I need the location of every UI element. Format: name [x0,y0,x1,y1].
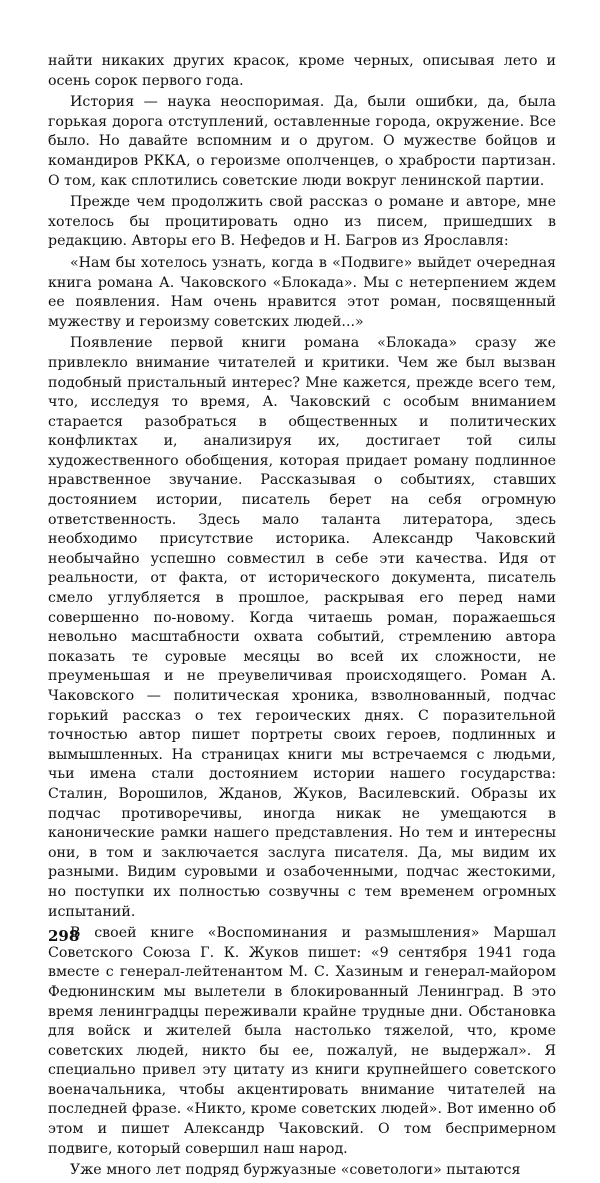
paragraph-history: История — наука неоспоримая. Да, были ошибки, да, была горькая дорога отступлений, оставленные города, окружение. Все было. Но давайте вспомним и о другом. О мужестве бойцов и командиров РККА, о героизме ополченцев, о храбрости партизан. О том, как сплотились советские люди вокруг ленинской партии. [48,94,556,189]
page-text [48,52,556,1183]
paragraph-sovietologists: Уже много лет подряд буржуазные «советологи» пытаются [70,1162,521,1179]
paragraph-zhukov-quote: В своей книге «Воспоминания и размышления» Маршал Советского Союза Г. К. Жуков пишет: «9 сентября 1941 года вместе с генерал-лейтенантом М. С. Хазиным и генерал-майором Федюнинским мы вылетели в блокированный Ленинград. В это время ленинградцы переживали крайне трудные дни. Обстановка для войск и жителей была настолько тяжелой, что, кроме советских людей, никто бы ее, пожалуй, не выдержал». Я специально привел эту цитату из книги крупнейшего советского военачальника, чтобы акцентировать внимание читателей на последней фразе. «Никто, кроме советских людей». Вот именно об этом и пишет Александр Чаковский. О том беспримерном подвиге, который совершил наш народ. [48,925,556,1157]
paragraph-continuation: найти никаких других красок, кроме черных, описывая лето и осень сорок первого года. [48,53,556,89]
paragraph-letter-intro: Прежде чем продолжить свой рассказ о романе и авторе, мне хотелось бы процитировать одно из писем, пришедших в редакцию. Авторы его В. Нефедов и Н. Багров из Ярославля: [48,194,556,250]
paragraph-letter-quote: «Нам бы хотелось узнать, когда в «Подвиге» выйдет очередная книга романа А. Чаковского «Блокада». Мы с нетерпением ждем ее появления. Нам очень нравится этот роман, посвященный мужеству и героизму советских людей...» [48,254,556,330]
paragraph-novel-analysis: Появление первой книги романа «Блокада» сразу же привлекло внимание читателей и критики. Чем же был вызван подобный пристальный интерес? Мне кажется, прежде всего тем, что, исследуя то время, А. Чаковский с особым вниманием старается разобраться в общественных и политических конфликтах и, анализируя их, достигает той силы художественного обобщения, которая придает роману подлинное нравственное звучание. Рассказывая о событиях, ставших достоянием истории, писатель берет на себя огромную ответственность. Здесь мало таланта литератора, здесь необходимо присутствие историка. Александр Чаковский необычайно успешно совместил в себе эти качества. Идя от реальности, от факта, от исторического документа, писатель смело углубляется в прошлое, раскрывая его перед нами совершенно по-новому. Когда читаешь роман, поражаешься невольно масштабности охвата событий, стремлению автора показать те суровые месяцы во всей их сложности, не преуменьшая и не преувеличивая происходящего. Роман А. Чаковского — политическая хроника, взволнованный, подчас горький рассказ о тех героических днях. С поразительной точностью автор пишет портреты своих героев, подлинных и вымышленных. На страницах книги мы встречаемся с людьми, чьи имена стали достоянием истории нашего государства: Сталин, Ворошилов, Жданов, Жуков, Василевский. Образы их подчас противоречивы, иногда никак не умещаются в канонические рамки нашего представления. Но тем и интересны они, в том и заключается заслуга писателя. Да, мы видим их разными. Видим суровыми и озабоченными, подчас жестокими, но поступки их полностью созвучны с тем временем огромных испытаний. [48,335,556,920]
page-number: 298 [48,927,80,945]
